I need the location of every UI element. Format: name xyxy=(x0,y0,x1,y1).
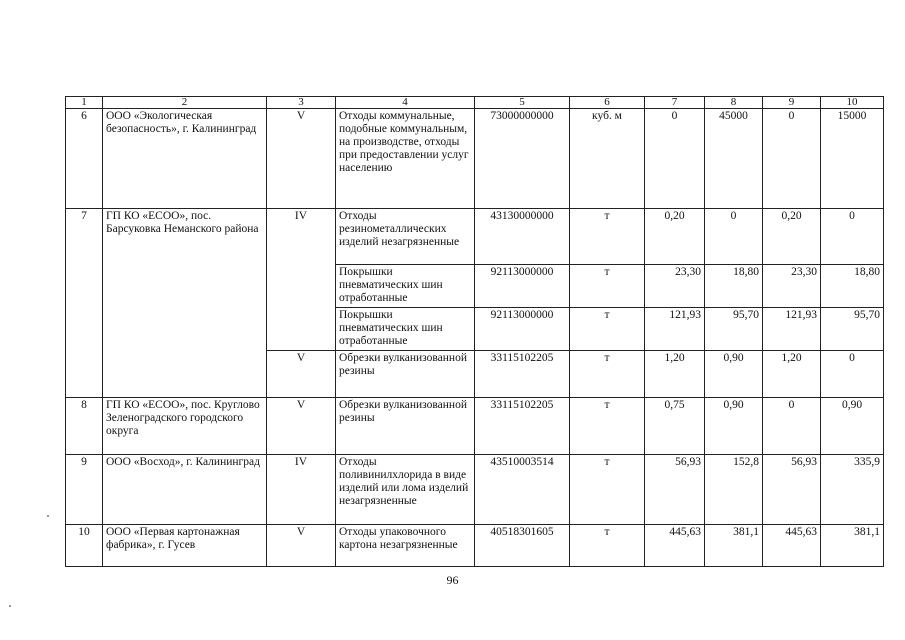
row-number: 7 xyxy=(66,209,103,398)
unit: т xyxy=(570,209,645,265)
row-number: 8 xyxy=(66,398,103,455)
header-cell: 3 xyxy=(267,97,336,109)
header-cell: 9 xyxy=(763,97,821,109)
organization: ООО «Первая картонажная фабрика», г. Гусев xyxy=(103,525,267,567)
hazard-class: V xyxy=(267,525,336,567)
value-col10: 0 xyxy=(821,209,884,265)
table-row xyxy=(66,209,884,265)
value-col10: 95,70 xyxy=(821,308,884,351)
value-col9: 1,20 xyxy=(763,351,821,398)
header-cell: 8 xyxy=(705,97,763,109)
value-col7: 445,63 xyxy=(645,525,705,567)
organization: ГП КО «ЕСОО», пос. Барсуковка Неманского района xyxy=(103,209,267,398)
waste-code: 73000000000 xyxy=(475,109,570,209)
unit: т xyxy=(570,351,645,398)
waste-name: Отходы резинометаллических изделий незагрязненные xyxy=(336,209,475,265)
value-col8: 0,90 xyxy=(705,398,763,455)
waste-name: Отходы упаковочного картона незагрязненные xyxy=(336,525,475,567)
waste-name: Обрезки вулканизованной резины xyxy=(336,398,475,455)
value-col10: 335,9 xyxy=(821,455,884,525)
table-row xyxy=(66,525,884,567)
waste-code: 33115102205 xyxy=(475,351,570,398)
waste-code: 92113000000 xyxy=(475,265,570,308)
value-col9: 445,63 xyxy=(763,525,821,567)
unit: т xyxy=(570,455,645,525)
row-number: 6 xyxy=(66,109,103,209)
organization: ООО «Экологическая безопасность», г. Калининград xyxy=(103,109,267,209)
value-col8: 95,70 xyxy=(705,308,763,351)
hazard-class: V xyxy=(267,109,336,209)
value-col8: 45000 xyxy=(705,109,763,209)
value-col9: 0 xyxy=(763,398,821,455)
value-col7: 0,75 xyxy=(645,398,705,455)
value-col9: 0 xyxy=(763,109,821,209)
value-col7: 23,30 xyxy=(645,265,705,308)
value-col8: 0,90 xyxy=(705,351,763,398)
unit: куб. м xyxy=(570,109,645,209)
hazard-class: IV xyxy=(267,209,336,351)
value-col8: 381,1 xyxy=(705,525,763,567)
scan-speck xyxy=(9,605,11,607)
table-row xyxy=(66,109,884,209)
waste-name: Отходы поливинилхлорида в виде изделий или лома изделий незагрязненные xyxy=(336,455,475,525)
scan-speck xyxy=(47,515,49,517)
value-col8: 18,80 xyxy=(705,265,763,308)
header-cell: 4 xyxy=(336,97,475,109)
page-number: 96 xyxy=(446,573,459,587)
value-col7: 56,93 xyxy=(645,455,705,525)
value-col7: 0,20 xyxy=(645,209,705,265)
hazard-class: V xyxy=(267,351,336,398)
waste-code: 92113000000 xyxy=(475,308,570,351)
header-cell: 10 xyxy=(821,97,884,109)
value-col8: 152,8 xyxy=(705,455,763,525)
waste-code: 33115102205 xyxy=(475,398,570,455)
value-col10: 0,90 xyxy=(821,398,884,455)
waste-code: 43510003514 xyxy=(475,455,570,525)
header-cell: 1 xyxy=(66,97,103,109)
unit: т xyxy=(570,308,645,351)
waste-code: 40518301605 xyxy=(475,525,570,567)
hazard-class: V xyxy=(267,398,336,455)
organization: ГП КО «ЕСОО», пос. Круглово Зеленоградского городского округа xyxy=(103,398,267,455)
header-cell: 6 xyxy=(570,97,645,109)
waste-code: 43130000000 xyxy=(475,209,570,265)
header-cell: 5 xyxy=(475,97,570,109)
value-col7: 0 xyxy=(645,109,705,209)
value-col9: 56,93 xyxy=(763,455,821,525)
value-col7: 1,20 xyxy=(645,351,705,398)
value-col10: 381,1 xyxy=(821,525,884,567)
value-col7: 121,93 xyxy=(645,308,705,351)
value-col10: 0 xyxy=(821,351,884,398)
header-cell: 7 xyxy=(645,97,705,109)
value-col8: 0 xyxy=(705,209,763,265)
unit: т xyxy=(570,265,645,308)
table-row xyxy=(66,455,884,525)
waste-table xyxy=(65,96,884,567)
value-col9: 121,93 xyxy=(763,308,821,351)
table-row xyxy=(66,398,884,455)
unit: т xyxy=(570,525,645,567)
value-col10: 15000 xyxy=(821,109,884,209)
hazard-class: IV xyxy=(267,455,336,525)
value-col9: 23,30 xyxy=(763,265,821,308)
row-number: 9 xyxy=(66,455,103,525)
value-col10: 18,80 xyxy=(821,265,884,308)
value-col9: 0,20 xyxy=(763,209,821,265)
unit: т xyxy=(570,398,645,455)
organization: ООО «Восход», г. Калининград xyxy=(103,455,267,525)
waste-name: Покрышки пневматических шин отработанные xyxy=(336,265,475,308)
waste-name: Обрезки вулканизованной резины xyxy=(336,351,475,398)
header-row xyxy=(66,97,884,109)
waste-name: Покрышки пневматических шин отработанные xyxy=(336,308,475,351)
header-cell: 2 xyxy=(103,97,267,109)
waste-name: Отходы коммунальные, подобные коммунальным, на производстве, отходы при предоставлении услуг населению xyxy=(336,109,475,209)
row-number: 10 xyxy=(66,525,103,567)
